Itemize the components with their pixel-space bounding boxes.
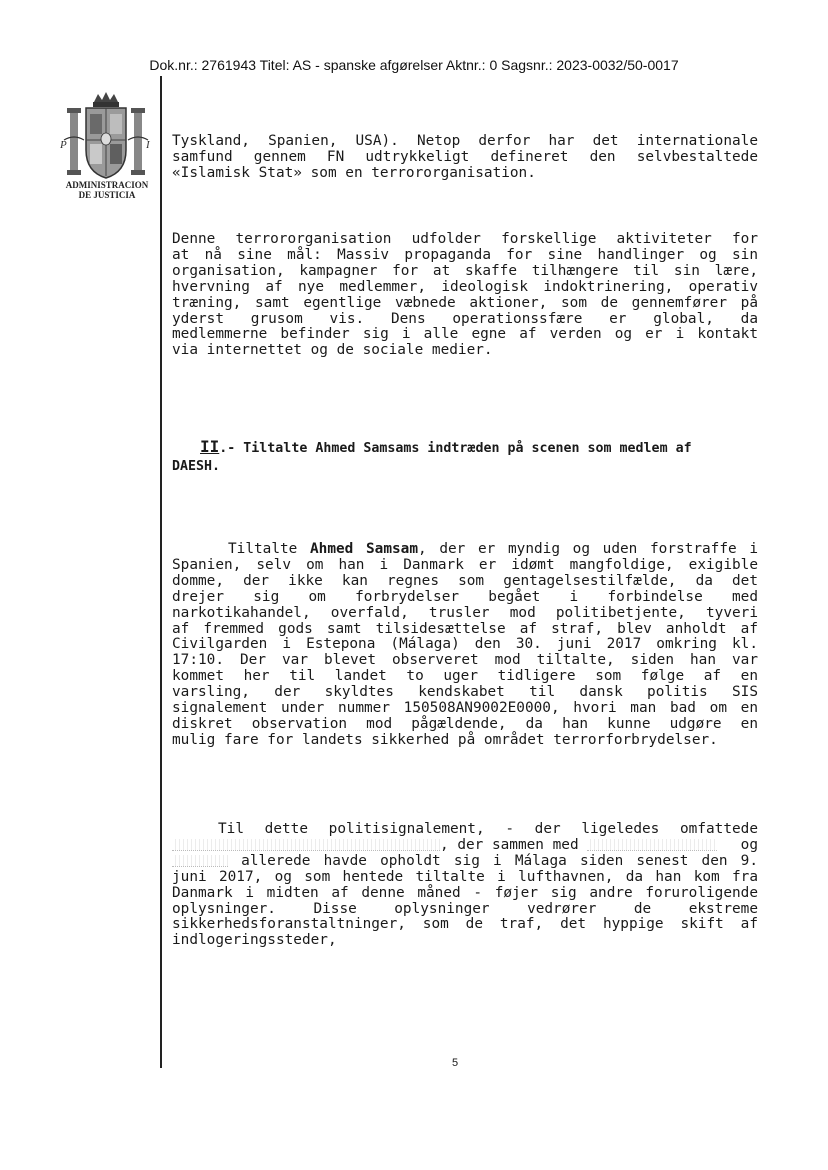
text-line: medlemmerne befinder sig i alle egne af verden og er i kontakt — [172, 326, 758, 343]
text-line: Danmark i midten af denne måned - føjer sig andre foruroligende — [172, 884, 758, 901]
page-number: 5 — [452, 1057, 459, 1069]
text-line: at nå sine mål: Massiv propaganda for sine handlinger og sin — [172, 246, 758, 263]
section-number: II — [200, 437, 220, 456]
section-title-line2: DAESH. — [172, 459, 221, 474]
paragraph-terror-definition — [172, 134, 758, 182]
document-header: Dok.nr.: 2761943 Titel: AS - spanske afgørelser Aktnr.: 0 Sagsnr.: 2023-0032/50-0017 — [149, 57, 679, 73]
redaction-block — [172, 855, 228, 867]
text-line: Tiltalte Ahmed Samsam, der er myndig og uden forstraffe i — [228, 541, 758, 557]
text-line: kommet her til landet to uger tidligere som følge af en — [172, 668, 758, 685]
text-line: indlogeringssteder, — [172, 932, 337, 949]
text-line: via internettet og de sociale medier. — [172, 342, 493, 359]
text-line: træning, samt egentlige væbnede aktioner, som de gennemfører på — [172, 294, 758, 311]
text-line: af fremmed gods samt tilsidesættelse af straf, blev anholdt af — [172, 620, 758, 637]
text-line: narkotikahandel, overfald, trusler mod politibetjente, tyveri — [172, 604, 758, 621]
administration-label-line1: ADMINISTRACION — [65, 180, 149, 190]
text-line: samfund gennem FN udtrykkeligt defineret den selvbestaltede — [172, 148, 758, 165]
text-line: mulig fare for landets sikkerhed på området terrorforbrydelser. — [172, 731, 718, 748]
text-line: «Islamisk Stat» som en terrororganisation. — [172, 164, 536, 181]
text-line: diskret observation mod pågældende, da han kunne udgøre en — [172, 715, 758, 732]
text-line: juni 2017, og som hentede tiltalte i lufthavnen, da han kom fra — [172, 868, 758, 885]
paragraph-police-signalement — [172, 822, 758, 949]
paragraph-terror-activities — [172, 232, 758, 359]
text-line: hvervning af nye medlemmer, ideologisk indoktrinering, operativ — [172, 278, 758, 295]
text-line: allerede havde opholdt sig i Málaga siden senest den 9. — [172, 854, 758, 870]
administration-label — [57, 180, 157, 200]
text-line: Denne terrororganisation udfolder forskellige aktiviteter for — [172, 231, 758, 247]
text-line: Tyskland, Spanien, USA). Netop derfor har det internationale — [172, 133, 758, 149]
text-line: domme, der ikke kan regnes som gentagelsestilfælde, da det — [172, 572, 758, 589]
text-line: signalement under nummer 150508AN9002E0000, hvori man bad om en — [172, 700, 758, 717]
text-line: Spanien, selv om han i Danmark er idømt mangfoldige, exigible — [172, 556, 758, 573]
text-line: sikkerhedsforanstaltninger, som de traf, det hyppige skift af — [172, 916, 758, 933]
defendant-name: Ahmed Samsam — [310, 541, 418, 557]
emblem-letter-left: P — [60, 139, 67, 151]
section-heading — [172, 438, 758, 476]
text-line: oplysninger. Disse oplysninger vedrører de ekstreme — [172, 900, 758, 917]
paragraph-arrest — [172, 542, 758, 749]
section-title: .- Tiltalte Ahmed Samsams indtræden på scenen som medlem af — [219, 441, 692, 456]
text-line: yderst grusom vis. Dens operationssfære er global, da — [172, 310, 758, 327]
emblem-letter-right: I — [146, 139, 150, 151]
administration-label-line2: DE JUSTICIA — [78, 190, 136, 200]
margin-rule — [160, 76, 162, 1068]
redaction-block — [172, 839, 440, 851]
text-line: 17:10. Der var blevet observeret mod tiltalte, siden han var — [172, 652, 758, 669]
coat-of-arms-emblem — [60, 88, 152, 184]
text-line: Civilgarden i Estepona (Málaga) den 30. juni 2017 omkring kl. — [172, 636, 758, 653]
text-line: , der sammen med og — [172, 838, 758, 854]
text-line: Til dette politisignalement, - der ligeledes omfattede — [218, 821, 758, 837]
text-line: drejer sig om forbrydelser begået i forbindelse med — [172, 588, 758, 605]
redaction-block — [587, 839, 717, 851]
text-line: varsling, der skyldtes kendskabet til dansk politis SIS — [172, 684, 758, 701]
text-line: organisation, kampagner for at skaffe tilhængere til sin lære, — [172, 262, 758, 279]
